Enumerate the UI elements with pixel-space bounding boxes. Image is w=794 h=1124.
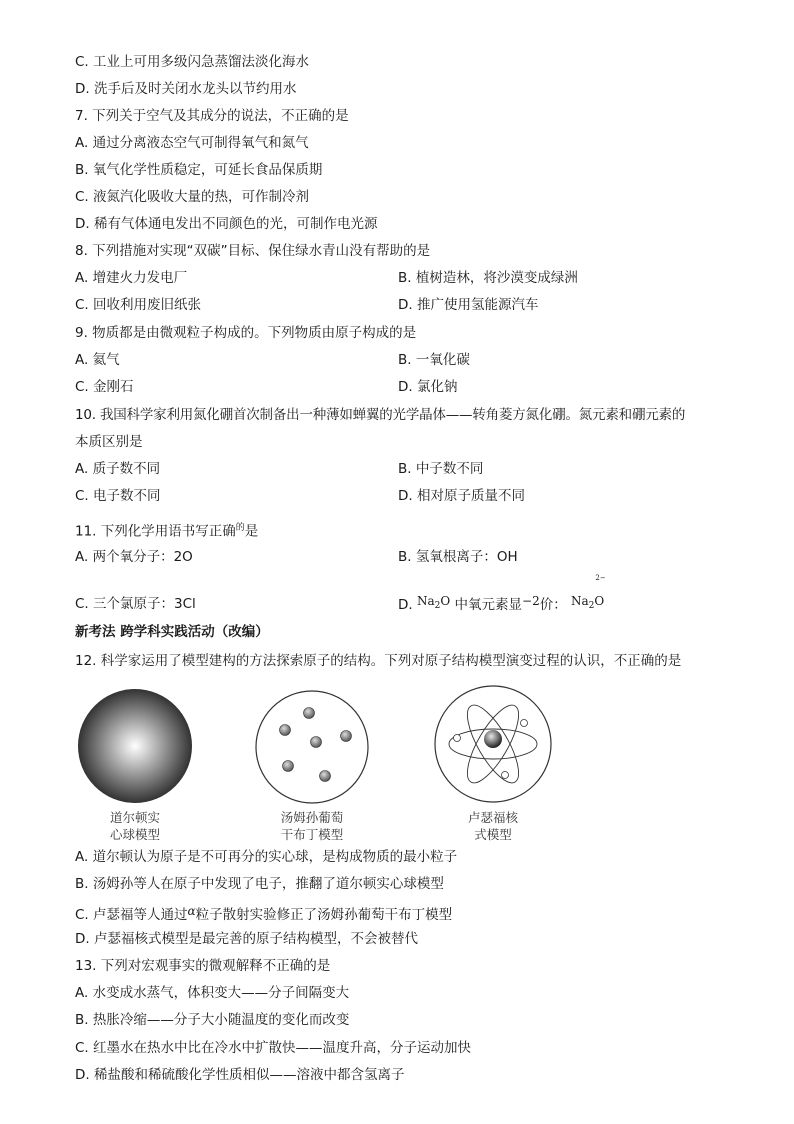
valence-value: −2 xyxy=(522,594,540,608)
thomson-model-figure xyxy=(251,688,373,806)
option-10a: A. 质子数不同 xyxy=(75,461,161,477)
option-7b: B. 氧气化学性质稳定，可延长食品保质期 xyxy=(75,162,323,178)
option-9d: D. 氯化钠 xyxy=(398,379,458,395)
question-11-stray-char: 的 xyxy=(235,523,245,533)
question-11 xyxy=(75,519,258,541)
option-11d xyxy=(398,574,606,619)
section-heading: 新考法 跨学科实践活动（改编） xyxy=(75,624,269,640)
option-11d-end: 价： xyxy=(539,597,567,613)
option-13a: A. 水变成水蒸气，体积变大——分子间隔变大 xyxy=(75,985,350,1001)
electron xyxy=(311,737,322,748)
option-10b: B. 中子数不同 xyxy=(398,461,484,477)
electron xyxy=(502,772,509,779)
caption-thomson-line1: 汤姆孙葡萄 xyxy=(280,810,344,825)
dalton-model-figure xyxy=(75,686,195,806)
option-12c xyxy=(75,902,452,924)
caption-dalton xyxy=(85,809,185,843)
formula-na: Na xyxy=(416,594,435,608)
electron xyxy=(283,761,294,772)
question-9: 9. 物质都是由微观粒子构成的。下列物质由原子构成的是 xyxy=(75,325,417,341)
question-10: 10. 我国科学家利用氮化硼首次制备出一种薄如蝉翼的光学晶体——转角菱方氮化硼。氮元素和硼元素的 xyxy=(75,407,686,423)
option-13c: C. 红墨水在热水中比在冷水中扩散快——温度升高，分子运动加快 xyxy=(75,1040,472,1056)
option-13d: D. 稀盐酸和稀硫酸化学性质相似——溶液中都含氢离子 xyxy=(75,1067,405,1083)
question-11-end: 是 xyxy=(244,523,259,540)
option-12b: B. 汤姆孙等人在原子中发现了电子，推翻了道尔顿实心球模型 xyxy=(75,876,444,892)
option-6d: D. 洗手后及时关闭水龙头以节约用水 xyxy=(75,81,297,97)
option-12c-end: 粒子散射实验修正了汤姆孙葡萄干布丁模型 xyxy=(195,907,453,923)
question-13: 13. 下列对宏观事实的微观解释不正确的是 xyxy=(75,958,331,974)
formula-sub-2: 2 xyxy=(588,601,595,611)
question-8: 8. 下列措施对实现“双碳”目标、保住绿水青山没有帮助的是 xyxy=(75,243,431,259)
question-7: 7. 下列关于空气及其成分的说法，不正确的是 xyxy=(75,108,349,124)
option-10d: D. 相对原子质量不同 xyxy=(398,488,525,504)
electron xyxy=(320,771,331,782)
option-9b: B. 一氧化碳 xyxy=(398,352,470,368)
option-13b: B. 热胀冷缩——分子大小随温度的变化而改变 xyxy=(75,1012,350,1028)
caption-dalton-line1: 道尔顿实 xyxy=(109,810,160,825)
caption-thomson xyxy=(262,809,362,843)
caption-rutherford-line2: 式模型 xyxy=(474,827,512,842)
electron xyxy=(280,725,291,736)
formula-sub: 2 xyxy=(434,601,441,611)
formula-o-charged xyxy=(594,574,606,614)
option-8d: D. 推广使用氢能源汽车 xyxy=(398,297,539,313)
option-11b: B. 氢氧根离子：OH xyxy=(398,549,518,565)
alpha-symbol: α xyxy=(187,904,196,918)
option-7c: C. 液氮汽化吸收大量的热，可作制冷剂 xyxy=(75,189,310,205)
question-10-cont: 本质区别是 xyxy=(75,434,143,450)
option-8a: A. 增建火力发电厂 xyxy=(75,270,188,286)
electron xyxy=(304,708,315,719)
option-11c: C. 三个氯原子：3Cl xyxy=(75,596,196,612)
caption-rutherford-line1: 卢瑟福核 xyxy=(467,810,518,825)
caption-thomson-line2: 干布丁模型 xyxy=(280,827,344,842)
pudding-sphere xyxy=(256,691,368,803)
option-11a: A. 两个氧分子：2O xyxy=(75,549,193,565)
option-8b: B. 植树造林，将沙漠变成绿洲 xyxy=(398,270,578,286)
nucleus xyxy=(484,730,502,748)
option-6c: C. 工业上可用多级闪急蒸馏法淡化海水 xyxy=(75,54,310,70)
solid-sphere xyxy=(78,689,192,803)
option-7d: D. 稀有气体通电发出不同颜色的光，可制作电光源 xyxy=(75,216,378,232)
electron xyxy=(521,720,528,727)
formula-o: O xyxy=(440,594,451,608)
option-10c: C. 电子数不同 xyxy=(75,488,161,504)
option-8c: C. 回收利用废旧纸张 xyxy=(75,297,202,313)
option-11d-text: 中氧元素显 xyxy=(454,597,523,613)
question-11-text: 11. 下列化学用语书写正确 xyxy=(75,523,236,540)
caption-rutherford xyxy=(443,809,543,843)
formula-na-2: Na xyxy=(571,594,589,608)
option-12a: A. 道尔顿认为原子是不可再分的实心球，是构成物质的最小粒子 xyxy=(75,849,458,865)
formula-na2o-charged xyxy=(571,574,606,611)
formula-na2o xyxy=(416,594,451,611)
option-11d-label: D. xyxy=(398,597,413,613)
electron xyxy=(454,735,461,742)
option-9a: A. 氦气 xyxy=(75,352,120,368)
option-12d: D. 卢瑟福核式模型是最完善的原子结构模型，不会被替代 xyxy=(75,931,418,947)
formula-o-2: O xyxy=(594,594,605,608)
option-7a: A. 通过分离液态空气可制得氧气和氮气 xyxy=(75,135,309,151)
option-9c: C. 金刚石 xyxy=(75,379,134,395)
option-12c-text: C. 卢瑟福等人通过 xyxy=(75,907,188,923)
question-12: 12. 科学家运用了模型建构的方法探索原子的结构。下列对原子结构模型演变过程的认识，不正确的是 xyxy=(75,653,682,669)
charge-label: 2− xyxy=(595,574,606,582)
rutherford-model-figure xyxy=(432,683,554,805)
caption-dalton-line2: 心球模型 xyxy=(109,827,160,842)
electron xyxy=(341,731,352,742)
